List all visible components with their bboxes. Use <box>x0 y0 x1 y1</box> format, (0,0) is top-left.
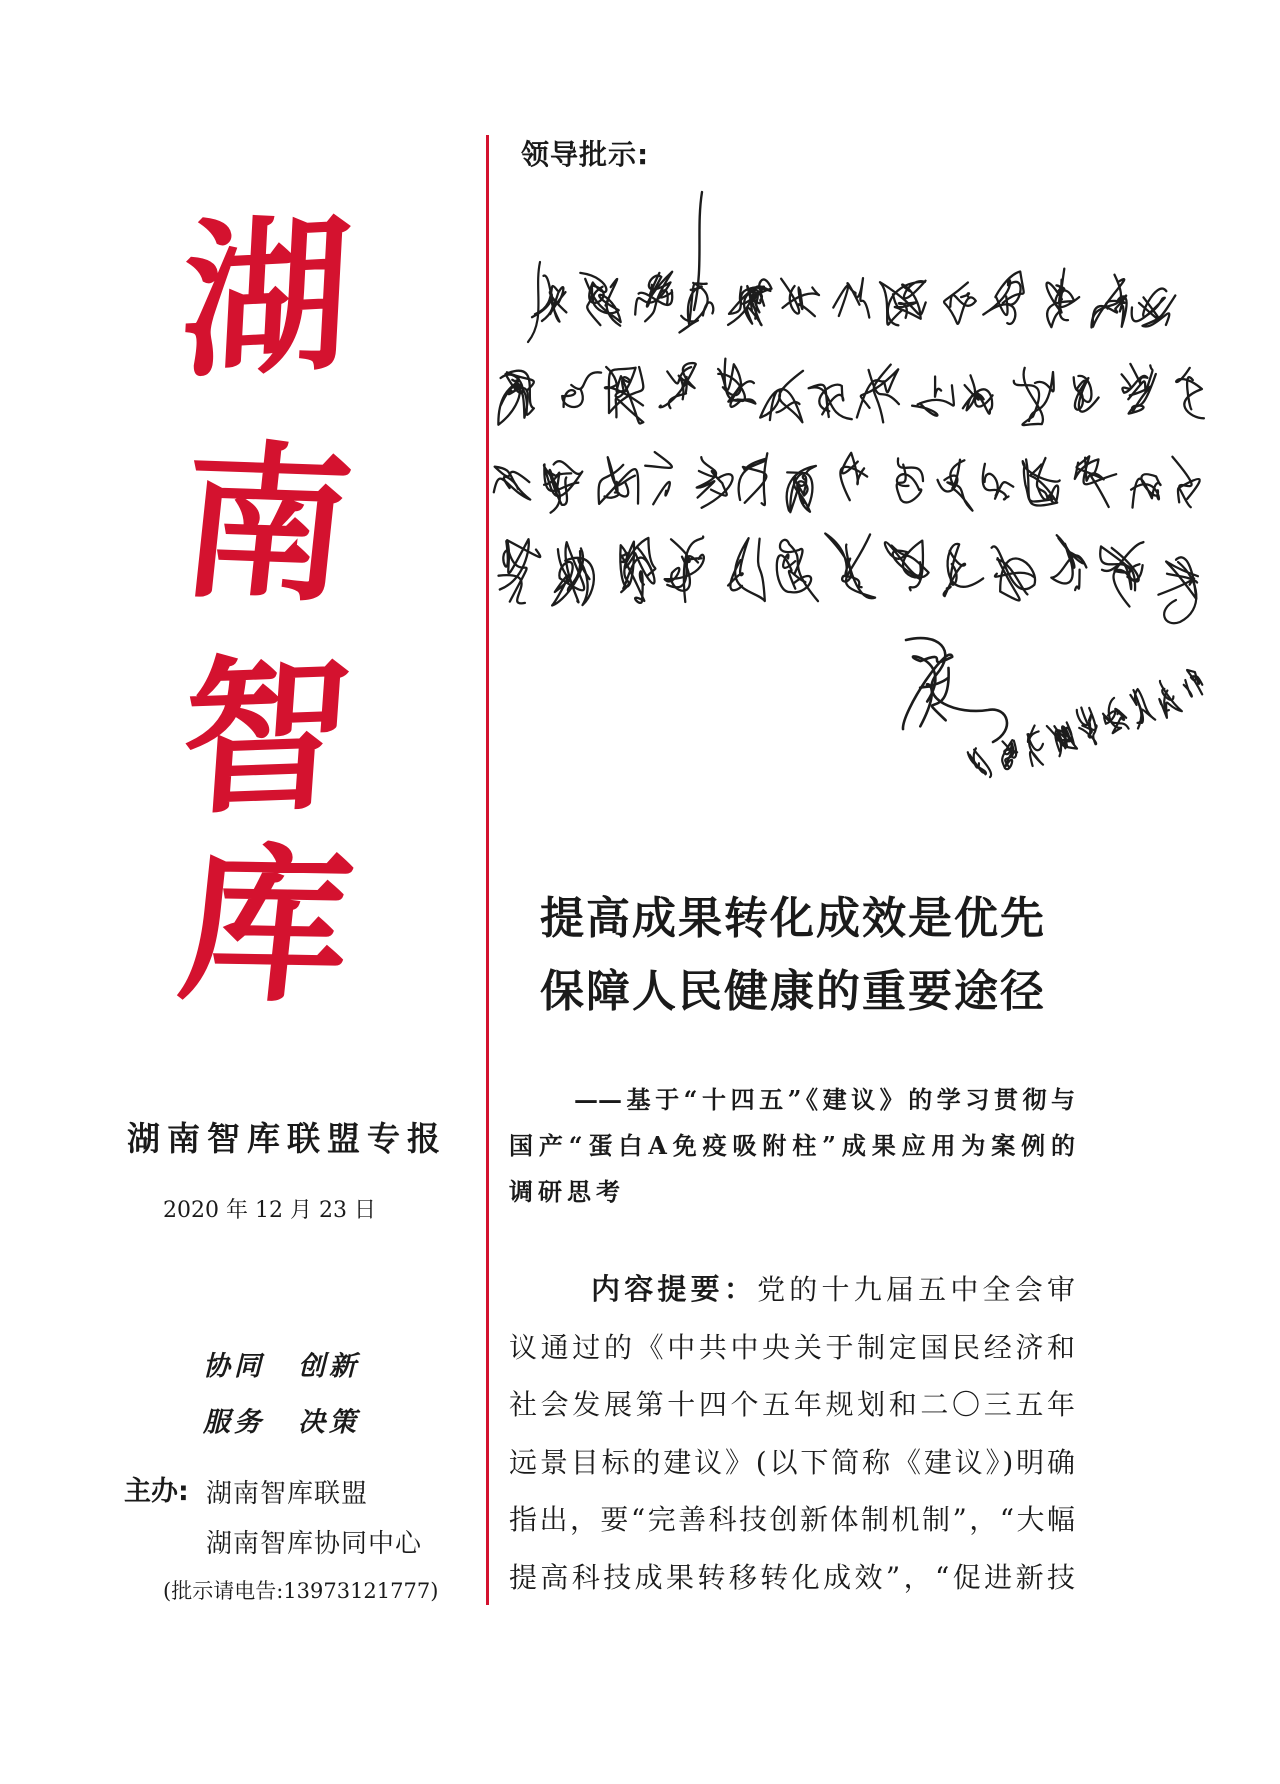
handwriting-stroke <box>935 377 941 397</box>
handwriting-stroke <box>1129 374 1156 414</box>
slogan-word: 服务 <box>203 1407 265 1438</box>
instruction-label: 领导批示: <box>521 138 650 171</box>
handwriting-stroke <box>892 541 929 591</box>
handwriting-stroke <box>1000 491 1009 500</box>
abstract-line: 远景目标的建议》(以下简称《建议》)明确 <box>509 1445 1075 1479</box>
masthead-calligraphy-char: 南 <box>171 422 361 626</box>
handwriting-stroke <box>961 293 969 298</box>
handwriting-stroke <box>1122 364 1148 393</box>
handwriting-stroke <box>494 467 530 500</box>
handwriting-stroke <box>897 465 922 503</box>
handwriting-stroke <box>1172 457 1199 499</box>
subtitle-line: 调研思考 <box>509 1177 625 1206</box>
handwriting-stroke <box>1184 680 1192 697</box>
handwriting-stroke <box>799 288 815 317</box>
slogan-row <box>203 1406 360 1440</box>
handwriting-stroke <box>947 460 972 511</box>
handwriting-stroke <box>760 371 803 423</box>
handwriting-stroke <box>739 459 767 503</box>
abstract-line <box>509 1261 1075 1319</box>
masthead-calligraphy-char: 湖 <box>176 194 356 402</box>
handwriting-stroke <box>944 551 965 596</box>
subtitle-line: ——基于“十四五”《建议》的学习贯彻与 <box>574 1085 1075 1114</box>
handwriting-stroke <box>606 367 643 423</box>
handwriting-stroke <box>809 385 852 420</box>
handwriting-stroke <box>653 482 670 504</box>
handwriting-stroke <box>833 286 848 316</box>
handwriting-stroke <box>528 262 540 342</box>
handwriting-stroke <box>781 279 799 314</box>
article-title-line: 提高成果转化成效是优先 <box>540 893 1046 944</box>
slogan-word: 协同 <box>203 1351 265 1382</box>
handwriting-stroke <box>783 555 795 568</box>
abstract-line: 指出，要“完善科技创新体制机制”，“大幅 <box>509 1503 1075 1536</box>
handwritten-instruction <box>488 170 1218 790</box>
handwriting-stroke <box>562 389 583 407</box>
slogan-row <box>203 1350 360 1384</box>
handwriting-stroke <box>571 372 601 389</box>
contact-line: (批示请电告:13973121777) <box>163 1579 439 1603</box>
slogan-word: 决策 <box>298 1407 360 1438</box>
handwriting-stroke <box>912 403 937 415</box>
issue-date: 2020 年 12 月 23 日 <box>163 1198 376 1223</box>
handwriting-stroke <box>847 278 869 318</box>
handwriting-stroke <box>1014 368 1043 425</box>
handwriting-stroke <box>1176 368 1204 418</box>
handwriting-stroke <box>1051 535 1086 583</box>
handwriting-stroke <box>1158 579 1194 595</box>
subtitle-line: 国产“蛋白A免疫吸附柱”成果应用为案例的 <box>509 1131 1075 1160</box>
handwriting-stroke <box>728 538 765 601</box>
handwriting-stroke <box>1075 570 1080 590</box>
article-subtitle <box>509 1077 1075 1215</box>
sponsor-org: 湖南智库协同中心 <box>206 1529 423 1559</box>
abstract-label: 内容提要： <box>591 1272 758 1306</box>
handwriting-stroke <box>1075 378 1099 412</box>
slogan-word: 创新 <box>298 1351 360 1382</box>
handwriting-stroke <box>944 283 976 324</box>
bulletin-name: 湖南智库联盟专报 <box>127 1119 447 1158</box>
abstract-line: 社会发展第十四个五年规划和二〇三五年 <box>509 1388 1075 1421</box>
abstract <box>509 1261 1075 1606</box>
handwriting-stroke <box>1166 557 1198 598</box>
abstract-line: 提高科技成果转移转化成效”，“促进新技 <box>509 1560 1075 1594</box>
article-title-line: 保障人民健康的重要途径 <box>540 966 1046 1017</box>
handwriting-stroke <box>645 452 672 468</box>
handwriting-stroke <box>846 534 875 598</box>
sponsor-label: 主办: <box>124 1476 189 1507</box>
handwriting-stroke <box>660 363 696 407</box>
abstract-text: 党的十九届五中全会审 <box>757 1273 1075 1306</box>
handwriting-stroke <box>1109 698 1124 733</box>
masthead-calligraphy-char: 库 <box>171 825 361 1027</box>
handwriting-stroke <box>985 474 1014 499</box>
handwriting-stroke <box>599 465 639 504</box>
handwriting-stroke <box>1159 681 1182 718</box>
abstract-line: 议通过的《中共中央关于制定国民经济和 <box>509 1330 1075 1364</box>
sponsor-org: 湖南智库联盟 <box>206 1479 369 1509</box>
masthead-calligraphy-char: 智 <box>175 633 357 839</box>
handwriting-stroke <box>694 192 702 310</box>
